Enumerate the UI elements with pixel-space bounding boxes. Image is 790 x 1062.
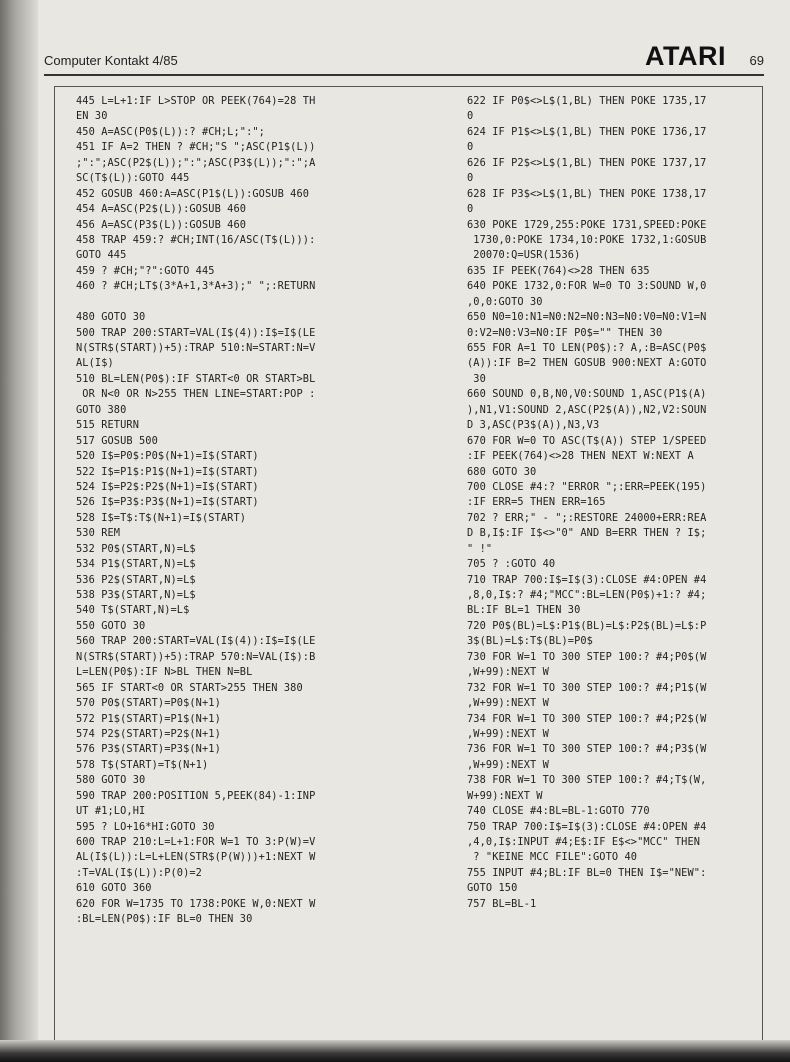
code-line: GOTO 150: [467, 882, 518, 895]
code-line: [76, 295, 315, 310]
code-line: 560 TRAP 200:START=VAL(I$(4)):I$=I$(LE: [76, 635, 316, 648]
code-line: ,8,0,I$:? #4;"MCC":BL=LEN(P0$)+1:? #4;: [467, 589, 707, 601]
code-line: 458 TRAP 459:? #CH;INT(16/ASC(T$(L))):: [76, 233, 316, 246]
code-line: 520 I$=P0$:P0$(N+1)=I$(START): [76, 450, 259, 463]
code-line: :IF PEEK(764)<>28 THEN NEXT W:NEXT A: [467, 450, 694, 463]
code-line: 628 IF P3$<>L$(1,BL) THEN POKE 1738,17: [467, 187, 707, 200]
code-line: ),N1,V1:SOUND 2,ASC(P2$(A)),N2,V2:SOUN: [467, 403, 707, 416]
code-line: 757 BL=BL-1: [467, 897, 537, 910]
code-line: 734 FOR W=1 TO 300 STEP 100:? #4;P2$(W: [467, 712, 707, 725]
code-line: AL(I$): [76, 357, 114, 370]
code-line: 670 FOR W=0 TO ASC(T$(A)) STEP 1/SPEED: [467, 434, 707, 447]
code-line: 702 ? ERR;" - ";:RESTORE 24000+ERR:REA: [467, 511, 707, 524]
code-line: 456 A=ASC(P3$(L)):GOSUB 460: [76, 218, 247, 231]
code-line: 522 I$=P1$:P1$(N+1)=I$(START): [76, 465, 259, 478]
code-line: 536 P2$(START,N)=L$: [76, 573, 196, 586]
page-number: 69: [749, 53, 764, 68]
code-line: D B,I$:IF I$<>"0" AND B=ERR THEN ? I$;: [467, 527, 707, 540]
code-line: 572 P1$(START)=P1$(N+1): [76, 712, 221, 725]
code-line: 517 GOSUB 500: [76, 434, 158, 447]
code-line: " !": [467, 542, 493, 555]
code-line: 710 TRAP 700:I$=I$(3):CLOSE #4:OPEN #4: [467, 573, 707, 586]
code-line: 738 FOR W=1 TO 300 STEP 100:? #4;T$(W,: [467, 774, 707, 787]
code-line: ,W+99):NEXT W: [467, 697, 549, 710]
code-line: 640 POKE 1732,0:FOR W=0 TO 3:SOUND W,0: [467, 280, 707, 293]
code-line: UT #1;LO,HI: [76, 805, 146, 818]
code-line: 650 N0=10:N1=N0:N2=N0:N3=N0:V0=N0:V1=N: [467, 311, 707, 324]
code-line: :BL=LEN(P0$):IF BL=0 THEN 30: [76, 913, 253, 926]
code-line: :IF ERR=5 THEN ERR=165: [467, 496, 606, 509]
code-line: 532 P0$(START,N)=L$: [76, 542, 196, 555]
code-line: 626 IF P2$<>L$(1,BL) THEN POKE 1737,17: [467, 156, 707, 169]
code-line: GOTO 380: [76, 403, 127, 416]
code-line: OR N<0 OR N>255 THEN LINE=START:POP :: [76, 388, 316, 401]
code-line: 538 P3$(START,N)=L$: [76, 589, 196, 601]
code-line: 732 FOR W=1 TO 300 STEP 100:? #4;P1$(W: [467, 681, 707, 694]
code-line: 1730,0:POKE 1734,10:POKE 1732,1:GOSUB: [467, 233, 707, 246]
code-line: 590 TRAP 200:POSITION 5,PEEK(84)-1:INP: [76, 789, 316, 802]
code-line: 624 IF P1$<>L$(1,BL) THEN POKE 1736,17: [467, 125, 707, 138]
code-line: 500 TRAP 200:START=VAL(I$(4)):I$=I$(LE: [76, 326, 316, 339]
code-line: 480 GOTO 30: [76, 311, 146, 324]
code-line: 736 FOR W=1 TO 300 STEP 100:? #4;P3$(W: [467, 743, 707, 756]
code-line: 570 P0$(START)=P0$(N+1): [76, 697, 221, 710]
code-line: 705 ? :GOTO 40: [467, 558, 556, 571]
code-line: 515 RETURN: [76, 419, 139, 432]
code-line: 574 P2$(START)=P2$(N+1): [76, 727, 221, 740]
code-line: 622 IF P0$<>L$(1,BL) THEN POKE 1735,17: [467, 95, 707, 107]
code-line: ,W+99):NEXT W: [467, 666, 549, 679]
code-line: 540 T$(START,N)=L$: [76, 604, 190, 617]
code-line: 750 TRAP 700:I$=I$(3):CLOSE #4:OPEN #4: [467, 820, 707, 833]
page-binding-shadow: [0, 0, 38, 1062]
code-line: 700 CLOSE #4:? "ERROR ";:ERR=PEEK(195): [467, 480, 707, 493]
code-line: :T=VAL(I$(L)):P(0)=2: [76, 866, 202, 879]
code-line: ,W+99):NEXT W: [467, 758, 549, 771]
code-line: 740 CLOSE #4:BL=BL-1:GOTO 770: [467, 805, 650, 818]
code-line: D 3,ASC(P3$(A)),N3,V3: [467, 419, 600, 432]
code-line: ,0,0:GOTO 30: [467, 295, 543, 308]
code-line: ,4,0,I$:INPUT #4;E$:IF E$<>"MCC" THEN: [467, 836, 701, 848]
code-line: 576 P3$(START)=P3$(N+1): [76, 743, 221, 756]
code-line: 524 I$=P2$:P2$(N+1)=I$(START): [76, 480, 259, 493]
code-line: 454 A=ASC(P2$(L)):GOSUB 460: [76, 203, 247, 216]
code-line: EN 30: [76, 110, 108, 123]
code-line: (A)):IF B=2 THEN GOSUB 900:NEXT A:GOTO: [467, 357, 707, 370]
code-line: 0:V2=N0:V3=N0:IF P0$="" THEN 30: [467, 326, 663, 339]
code-line: 30: [467, 372, 486, 385]
code-line: 635 IF PEEK(764)<>28 THEN 635: [467, 264, 650, 277]
code-line: 720 P0$(BL)=L$:P1$(BL)=L$:P2$(BL)=L$:P: [467, 619, 707, 632]
code-line: 451 IF A=2 THEN ? #CH;"S ";ASC(P1$(L)): [76, 141, 316, 154]
code-line: 450 A=ASC(P0$(L)):? #CH;L;":";: [76, 125, 265, 138]
code-line: 528 I$=T$:T$(N+1)=I$(START): [76, 511, 247, 524]
code-line: 580 GOTO 30: [76, 774, 146, 787]
code-line: 510 BL=LEN(P0$):IF START<0 OR START>BL: [76, 372, 316, 385]
code-line: 530 REM: [76, 527, 121, 540]
code-line: ,W+99):NEXT W: [467, 727, 549, 740]
code-line: GOTO 445: [76, 249, 127, 262]
section-title: ATARI: [645, 41, 726, 71]
page-bottom-edge: [0, 1040, 790, 1062]
code-line: 595 ? LO+16*HI:GOTO 30: [76, 820, 215, 833]
code-line: BL:IF BL=1 THEN 30: [467, 604, 581, 617]
code-line: 3$(BL)=L$:T$(BL)=P0$: [467, 635, 593, 648]
code-line: N(STR$(START))+5):TRAP 570:N=VAL(I$):B: [76, 650, 316, 663]
code-line: 0: [467, 141, 474, 154]
listing-right-column: [467, 94, 706, 912]
code-line: 0: [467, 172, 474, 185]
code-line: SC(T$(L)):GOTO 445: [76, 172, 190, 185]
code-line: W+99):NEXT W: [467, 789, 543, 802]
page-header: [44, 40, 764, 72]
code-line: AL(I$(L)):L=L+LEN(STR$(P(W)))+1:NEXT W: [76, 851, 316, 864]
code-line: 445 L=L+1:IF L>STOP OR PEEK(764)=28 TH: [76, 95, 316, 107]
header-rule: [44, 74, 764, 76]
code-line: 460 ? #CH;LT$(3*A+1,3*A+3);" ";:RETURN: [76, 280, 316, 293]
code-line: 578 T$(START)=T$(N+1): [76, 758, 209, 771]
code-line: 630 POKE 1729,255:POKE 1731,SPEED:POKE: [467, 218, 707, 231]
code-line: 680 GOTO 30: [467, 465, 537, 478]
code-line: 526 I$=P3$:P3$(N+1)=I$(START): [76, 496, 259, 509]
code-line: 550 GOTO 30: [76, 619, 146, 632]
code-line: 534 P1$(START,N)=L$: [76, 558, 196, 571]
code-line: 660 SOUND 0,B,N0,V0:SOUND 1,ASC(P1$(A): [467, 388, 707, 401]
listing-left-column: [76, 94, 315, 928]
code-line: 459 ? #CH;"?":GOTO 445: [76, 264, 215, 277]
code-line: L=LEN(P0$):IF N>BL THEN N=BL: [76, 666, 253, 679]
code-line: 0: [467, 203, 474, 216]
code-line: 600 TRAP 210:L=L+1:FOR W=1 TO 3:P(W)=V: [76, 836, 316, 848]
magazine-issue: Computer Kontakt 4/85: [44, 53, 178, 68]
code-line: ;":";ASC(P2$(L));":";ASC(P3$(L));":";A: [76, 156, 316, 169]
code-line: 20070:Q=USR(1536): [467, 249, 581, 262]
code-line: 0: [467, 110, 474, 123]
code-line: 565 IF START<0 OR START>255 THEN 380: [76, 681, 303, 694]
code-line: 655 FOR A=1 TO LEN(P0$):? A,:B=ASC(P0$: [467, 342, 707, 354]
code-line: ? "KEINE MCC FILE":GOTO 40: [467, 851, 638, 864]
code-line: 452 GOSUB 460:A=ASC(P1$(L)):GOSUB 460: [76, 187, 310, 200]
code-line: 755 INPUT #4;BL:IF BL=0 THEN I$="NEW":: [467, 866, 707, 879]
code-line: 610 GOTO 360: [76, 882, 152, 895]
code-line: N(STR$(START))+5):TRAP 510:N=START:N=V: [76, 342, 316, 354]
code-line: 730 FOR W=1 TO 300 STEP 100:? #4;P0$(W: [467, 650, 707, 663]
code-line: 620 FOR W=1735 TO 1738:POKE W,0:NEXT W: [76, 897, 316, 910]
